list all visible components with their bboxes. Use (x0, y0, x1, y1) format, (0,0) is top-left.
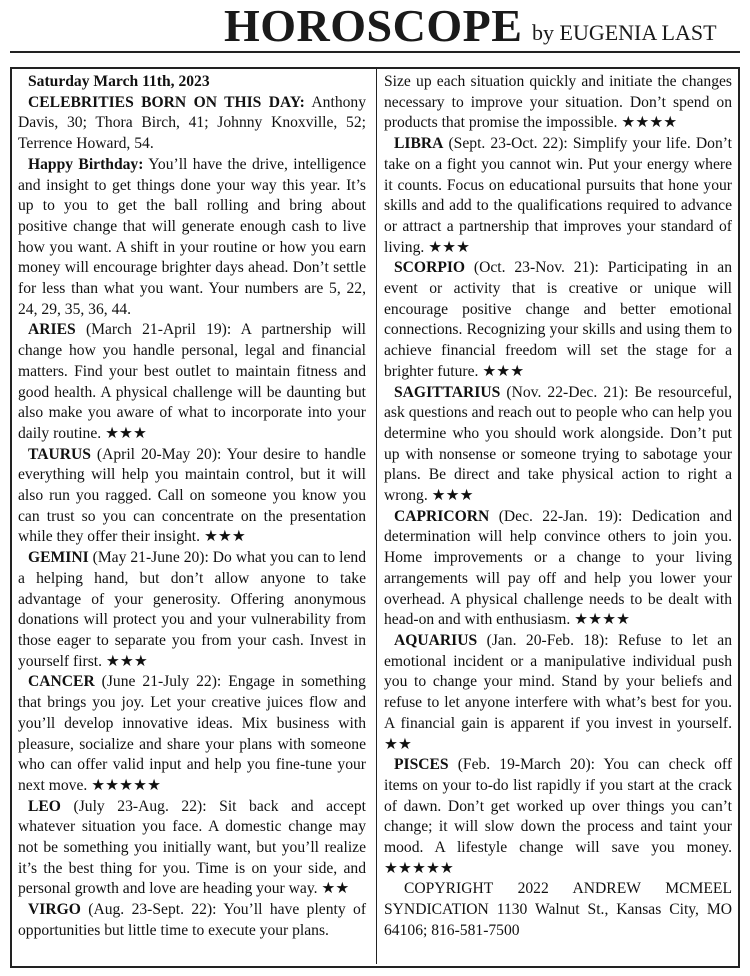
star-rating: ★★★★★ (384, 859, 454, 877)
sign-entry-gemini (18, 548, 366, 672)
sign-name: PISCES (394, 756, 449, 774)
sign-text: Simplify your life. Don’t take on a fight you cannot win. Put your energy where it counts. Focus on educational pursuits that hone your skills and add to the qualifications required to advance or attract a partnership that improves your standard of living. (384, 135, 732, 256)
sign-dates: (Nov. 22-Dec. 21): (506, 383, 629, 401)
date-line: Saturday March 11th, 2023 (28, 73, 210, 90)
birthday-text: You’ll have the drive, intelligence and insight to get things done your way this year. It’s up to you to get the ball rolling and bring about positive change that will generate enough cash to live how you want. A shift in your routine or how you earn money will encourage brighter days ahead. Don’t settle for less than what you want. Your numbers are 5, 22, 24, 29, 35, 36, 44. (18, 155, 366, 318)
sign-name: LIBRA (394, 135, 444, 153)
sign-text: You can check off items on your to-do list rapidly if you start at the crack of dawn. Don’t get worked up over things you can’t change; it will slow down the process and taint your mood. A lifestyle change will save you money. (384, 756, 733, 857)
birthday-label: Happy Birthday: (28, 155, 144, 173)
sign-entry-virgo-continued (384, 72, 732, 134)
sign-text: Participating in an event or activity that is creative or unique will encourage positive change and better emotional connections. Recognizing your skills and using them to achieve financial freedom will set the stage for a brighter future. (384, 259, 732, 380)
star-rating: ★★★ (428, 238, 471, 256)
sign-dates: (Aug. 23-Sept. 22): (88, 901, 217, 919)
sign-text: A partnership will change how you handle personal, legal and financial matters. Find your best outlet to maintain fitness and good health. A physical challenge will be daunting but also make you aware of what to incorporate into your daily routine. (18, 321, 366, 442)
sign-name: SAGITTARIUS (394, 383, 501, 401)
masthead-rule (10, 51, 740, 53)
sign-name: CAPRICORN (394, 507, 490, 525)
celebrities-entry (18, 93, 366, 155)
sign-dates: (May 21-June 20): (92, 549, 209, 567)
star-rating: ★★★★ (621, 114, 678, 132)
sign-dates: (Feb. 19-March 20): (457, 756, 595, 774)
star-rating: ★★★★ (574, 611, 631, 629)
sign-dates: (June 21-July 22): (101, 673, 222, 691)
sign-name: TAURUS (28, 445, 91, 463)
sign-entry-libra (384, 134, 732, 258)
sign-name: SCORPIO (394, 259, 466, 277)
sign-dates: (Oct. 23-Nov. 21): (473, 259, 599, 277)
sign-text: Be resourceful, ask questions and reach out to people who can help you determine who you should work alongside. Don’t put up with nonsense or someone trying to sabotage your plans. Be direct and take physical action to right a wrong. (384, 383, 732, 505)
sign-text: Dedication and determination will help convince others to join you. Home improvements or a change to your living arrangements will pay off and help you lower your overhead. A physical challenge needs to be dealt with head-on and with enthusiasm. (384, 507, 733, 629)
page-title: HOROSCOPE (224, 0, 523, 51)
sign-dates: (Dec. 22-Jan. 19): (498, 507, 623, 525)
sign-text: Engage in something that brings you joy. Let your creative juices flow and you’ll develop innovative ideas. Mix business with pleasure, socialize and share your plans with someone who can offer valid input and help you fine-tune your next move. (18, 673, 366, 794)
sign-name: LEO (28, 797, 61, 815)
sign-name: ARIES (28, 321, 76, 339)
star-rating: ★★ (321, 880, 350, 898)
celebrities-text: Anthony Davis, 30; Thora Birch, 41; Johnny Knoxville, 52; Terrence Howard, 54. (18, 93, 366, 153)
sign-text: Sit back and accept whatever situation you face. A domestic change may not be something you initially want, but you’ll realize it’s the best thing for you. Time is on your side, and personal growth and love are heading your way. (18, 797, 366, 898)
star-rating: ★★★★★ (91, 776, 162, 794)
sign-text: Refuse to let an emotional incident or a manipulative individual push you to change your mind. Stand by your beliefs and refuse to let anyone interfere with what’s best for you. A financial gain is apparent if you invest in yourself. (384, 631, 733, 732)
sign-entry-pisces (384, 755, 732, 879)
byline: by EUGENIA LAST (532, 20, 717, 45)
sign-entry-virgo (18, 900, 366, 941)
star-rating: ★★★ (203, 528, 246, 546)
sign-dates: (July 23-Aug. 22): (73, 797, 207, 815)
sign-dates: (April 20-May 20): (96, 445, 222, 463)
sign-entry-cancer (18, 672, 366, 796)
sign-name: AQUARIUS (394, 631, 478, 649)
star-rating: ★★★ (482, 362, 525, 380)
sign-entry-capricorn (384, 507, 732, 631)
birthday-entry (18, 155, 366, 321)
sign-text-part2: Size up each situation quickly and initiate the changes necessary to improve your situation. Don’t spend on products that promise the impossible. (384, 73, 732, 132)
sign-dates: (Jan. 20-Feb. 18): (486, 631, 609, 649)
sign-name: GEMINI (28, 549, 89, 567)
sign-entry-leo (18, 797, 366, 901)
star-rating: ★★ (384, 735, 412, 753)
right-column (384, 72, 732, 942)
star-rating: ★★★ (105, 652, 148, 670)
sign-entry-scorpio (384, 258, 732, 382)
sign-name: VIRGO (28, 901, 81, 919)
sign-dates: (Sept. 23-Oct. 22): (448, 135, 568, 153)
column-divider (376, 69, 377, 964)
sign-text-part1: You’ll have plenty of opportunities but little time to execute your plans. (18, 901, 367, 939)
sign-entry-aquarius (384, 631, 732, 755)
copyright-notice: COPYRIGHT 2022 ANDREW MCMEEL SYNDICATION 1130 Walnut St., Kansas City, MO 64106; 816-581-7500 (384, 880, 732, 939)
left-column (18, 72, 366, 942)
sign-entry-sagittarius (384, 383, 732, 507)
star-rating: ★★★ (105, 424, 148, 442)
sign-name: CANCER (28, 673, 95, 691)
sign-entry-taurus (18, 445, 366, 549)
sign-text: Your desire to handle everything will help you maintain control, but it will also run you ragged. Call on someone you know you can trust so you can concentrate on the presentation while they offer their insight. (18, 445, 366, 546)
sign-dates: (March 21-April 19): (85, 321, 232, 339)
masthead (0, 0, 750, 56)
celebrities-label: CELEBRITIES BORN ON THIS DAY: (28, 93, 305, 111)
sign-text: Do what you can to lend a helping hand, but don’t allow anyone to take advantage of your generosity. Offering anonymous donations will protect you and your vulnerability from those eager to separate you from your cash. Invest in yourself first. (18, 549, 366, 670)
star-rating: ★★★ (431, 487, 474, 505)
sign-entry-aries (18, 320, 366, 444)
